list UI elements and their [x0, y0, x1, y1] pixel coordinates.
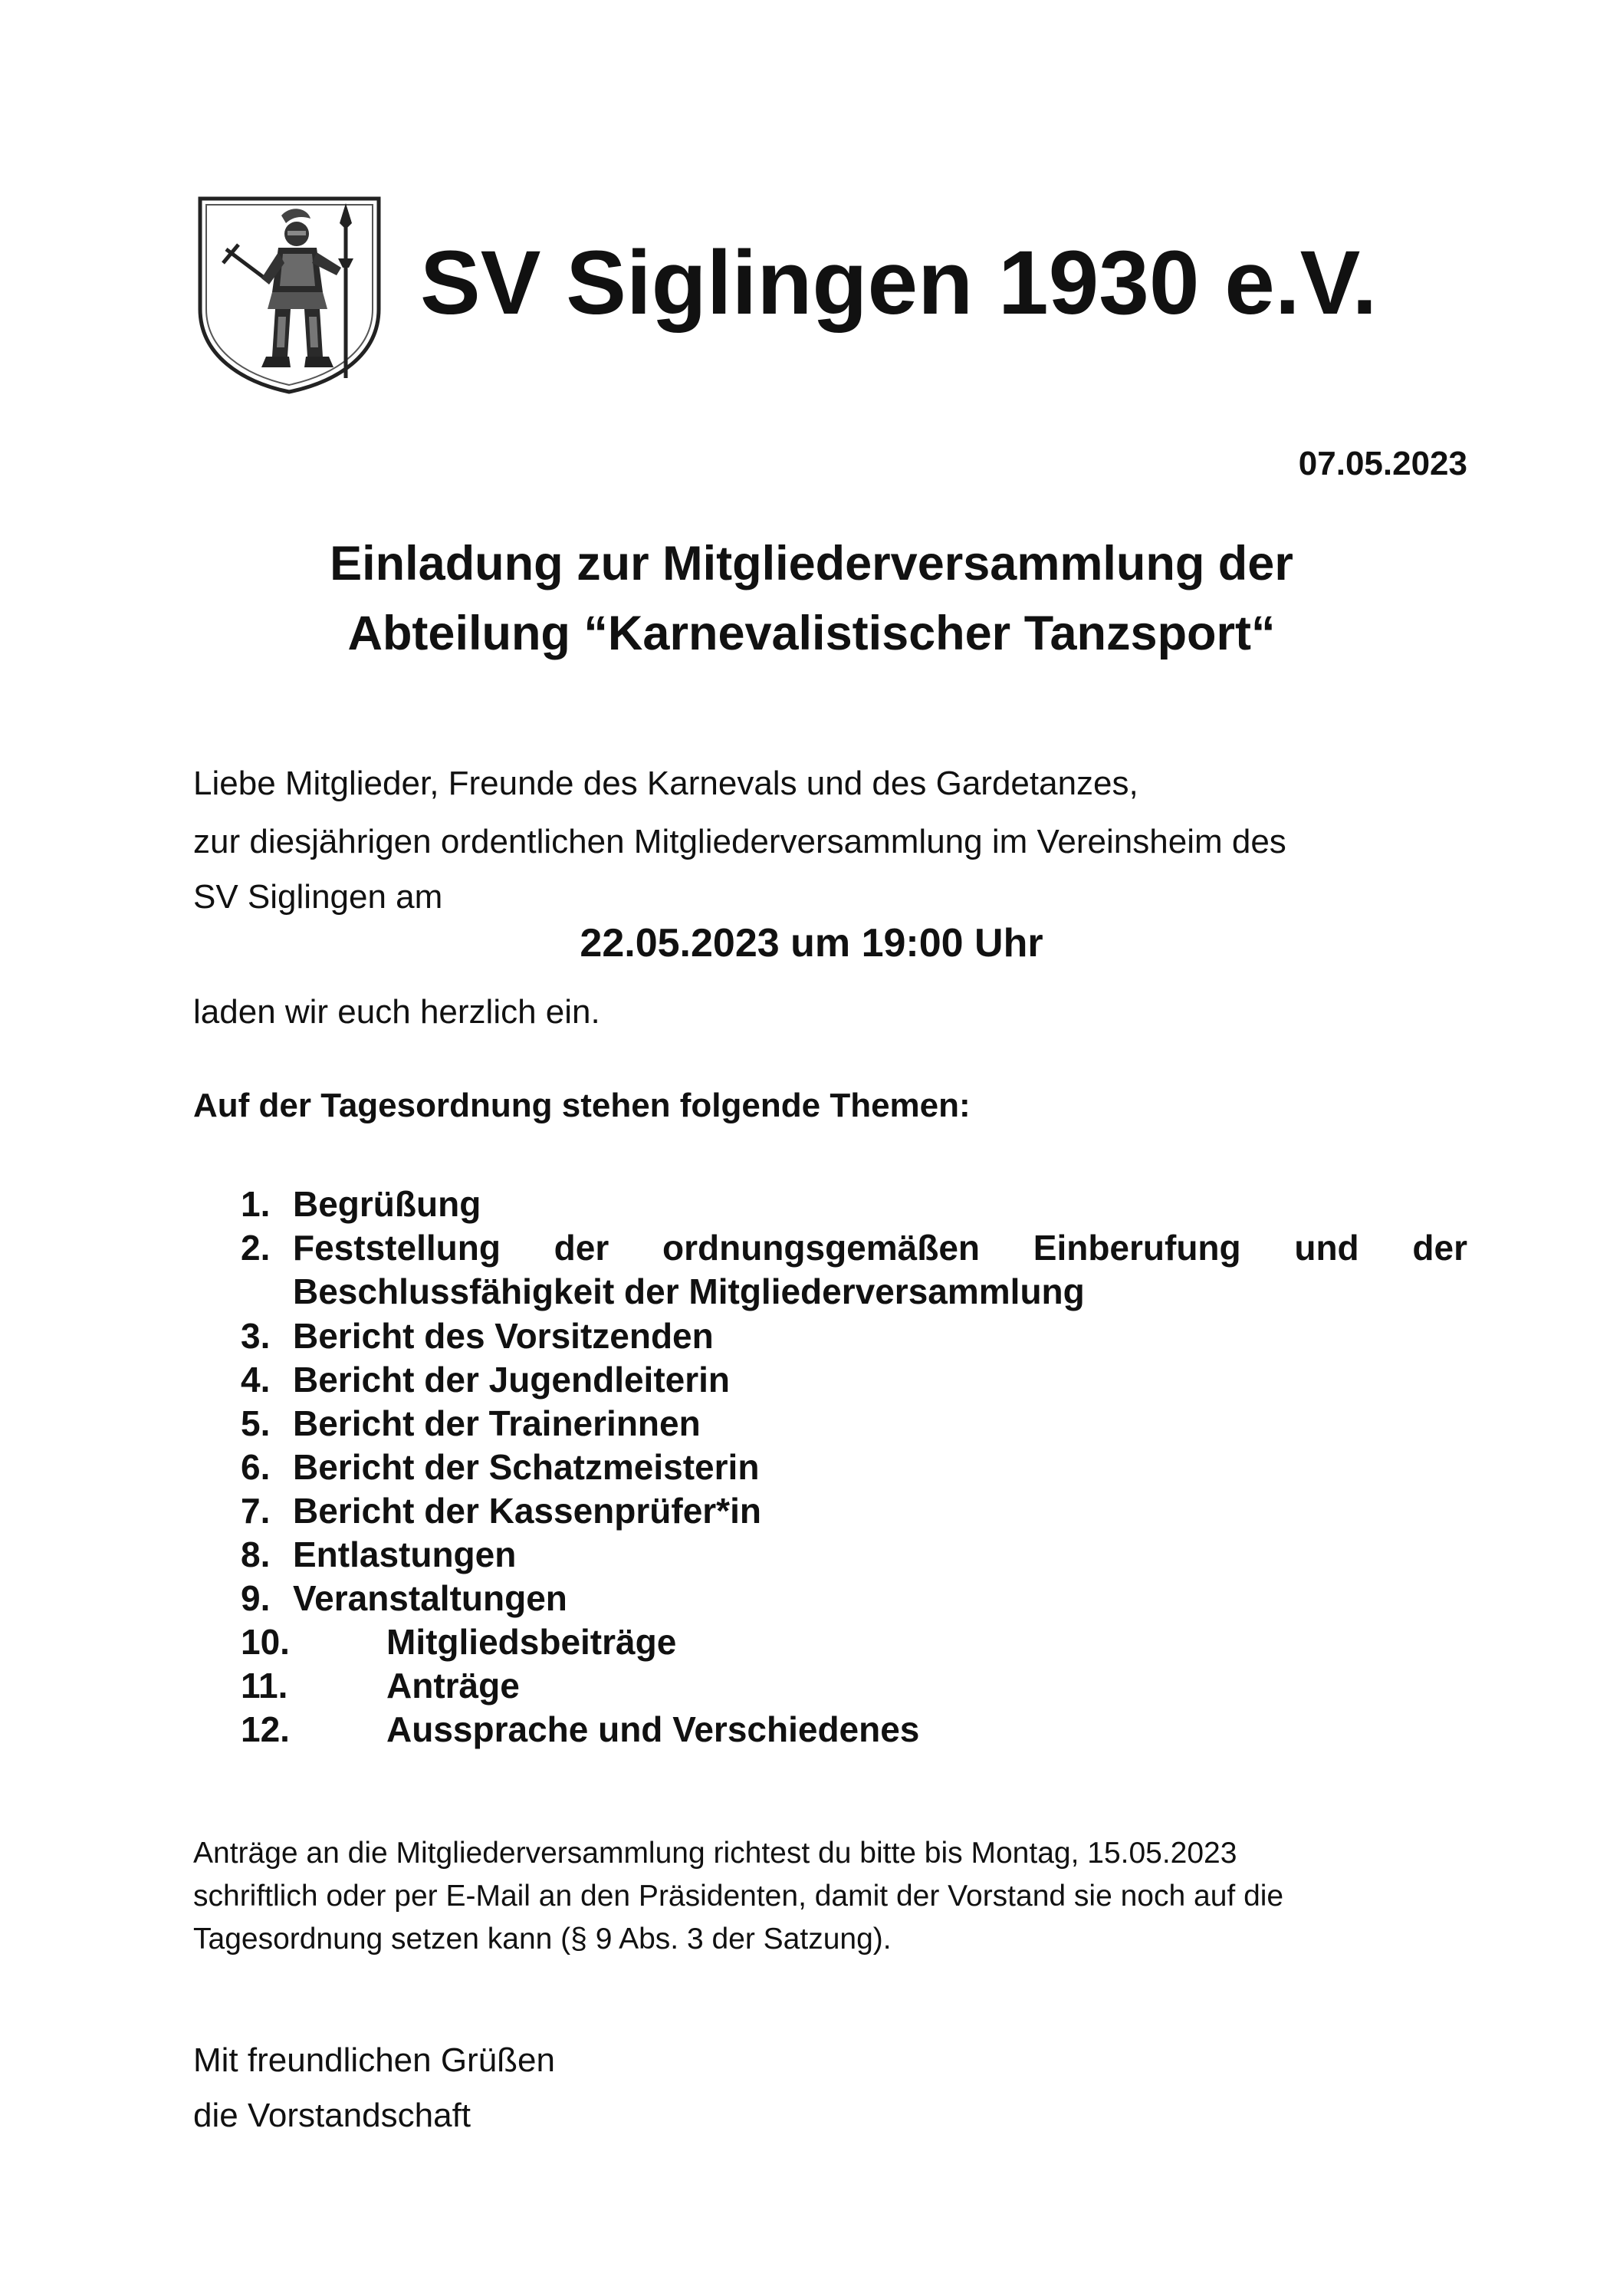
note-line-3: Tagesordnung setzen kann (§ 9 Abs. 3 der Satzung). — [193, 1923, 892, 1956]
agenda-text-continued: Beschlussfähigkeit der Mitgliederversammlung — [293, 1271, 1085, 1311]
agenda-word: Feststellung — [293, 1228, 501, 1268]
agenda-word: und — [1294, 1228, 1359, 1268]
agenda-number: 9. — [241, 1578, 271, 1618]
agenda-text: Bericht der Jugendleiterin — [293, 1360, 731, 1400]
agenda-text: Veranstaltungen — [293, 1578, 567, 1618]
body-line-4: laden wir euch herzlich ein. — [193, 993, 600, 1031]
note-line-1: Anträge an die Mitgliederversammlung richtest du bitte bis Montag, 15.05.2023 — [193, 1837, 1237, 1870]
agenda-number: 11. — [241, 1666, 288, 1706]
agenda-text: Bericht der Kassenprüfer*in — [293, 1491, 761, 1531]
agenda-number: 6. — [241, 1447, 271, 1487]
agenda-number: 10. — [241, 1622, 290, 1662]
document-date: 07.05.2023 — [1298, 445, 1467, 482]
agenda-number: 4. — [241, 1360, 271, 1400]
heading-line-1: Einladung zur Mitgliederversammlung der — [330, 537, 1293, 590]
agenda-number: 12. — [241, 1709, 290, 1749]
agenda-number: 8. — [241, 1535, 271, 1574]
closing-greeting: Mit freundlichen Grüßen — [193, 2041, 555, 2079]
agenda-title: Auf der Tagesordnung stehen folgende Themen: — [193, 1087, 971, 1124]
agenda-number: 7. — [241, 1491, 271, 1531]
note-line-2: schriftlich oder per E-Mail an den Präsidenten, damit der Vorstand sie noch auf die — [193, 1880, 1284, 1913]
agenda-text-justified — [293, 1228, 1467, 1268]
agenda-word: der — [1412, 1228, 1467, 1268]
agenda-number: 2. — [241, 1228, 271, 1268]
agenda-text: Bericht der Trainerinnen — [293, 1403, 701, 1443]
closing-signature: die Vorstandschaft — [193, 2097, 471, 2134]
agenda-word: ordnungsgemäßen — [662, 1228, 981, 1268]
agenda-word: der — [554, 1228, 609, 1268]
agenda-text: Entlastungen — [293, 1535, 517, 1574]
body-line-3: SV Siglingen am — [193, 878, 443, 916]
body-line-2: zur diesjährigen ordentlichen Mitgliederversammlung im Vereinsheim des — [193, 823, 1286, 860]
agenda-text: Anträge — [386, 1666, 520, 1706]
greeting-line: Liebe Mitglieder, Freunde des Karnevals und des Gardetanzes, — [193, 765, 1138, 802]
agenda-text: Bericht der Schatzmeisterin — [293, 1447, 760, 1487]
knight-coat-of-arms-icon — [195, 194, 383, 395]
agenda-text: Aussprache und Verschiedenes — [386, 1709, 920, 1749]
heading-line-2: Abteilung “Karnevalistischer Tanzsport“ — [347, 607, 1276, 660]
agenda-number: 1. — [241, 1184, 271, 1224]
agenda-text: Bericht des Vorsitzenden — [293, 1316, 714, 1356]
agenda-text: Mitgliedsbeiträge — [386, 1622, 677, 1662]
agenda-text: Begrüßung — [293, 1184, 481, 1224]
meeting-date-time: 22.05.2023 um 19:00 Uhr — [580, 921, 1043, 965]
organization-title: SV Siglingen 1930 e.V. — [420, 232, 1378, 334]
agenda-word: Einberufung — [1033, 1228, 1241, 1268]
agenda-number: 3. — [241, 1316, 271, 1356]
agenda-number: 5. — [241, 1403, 271, 1443]
